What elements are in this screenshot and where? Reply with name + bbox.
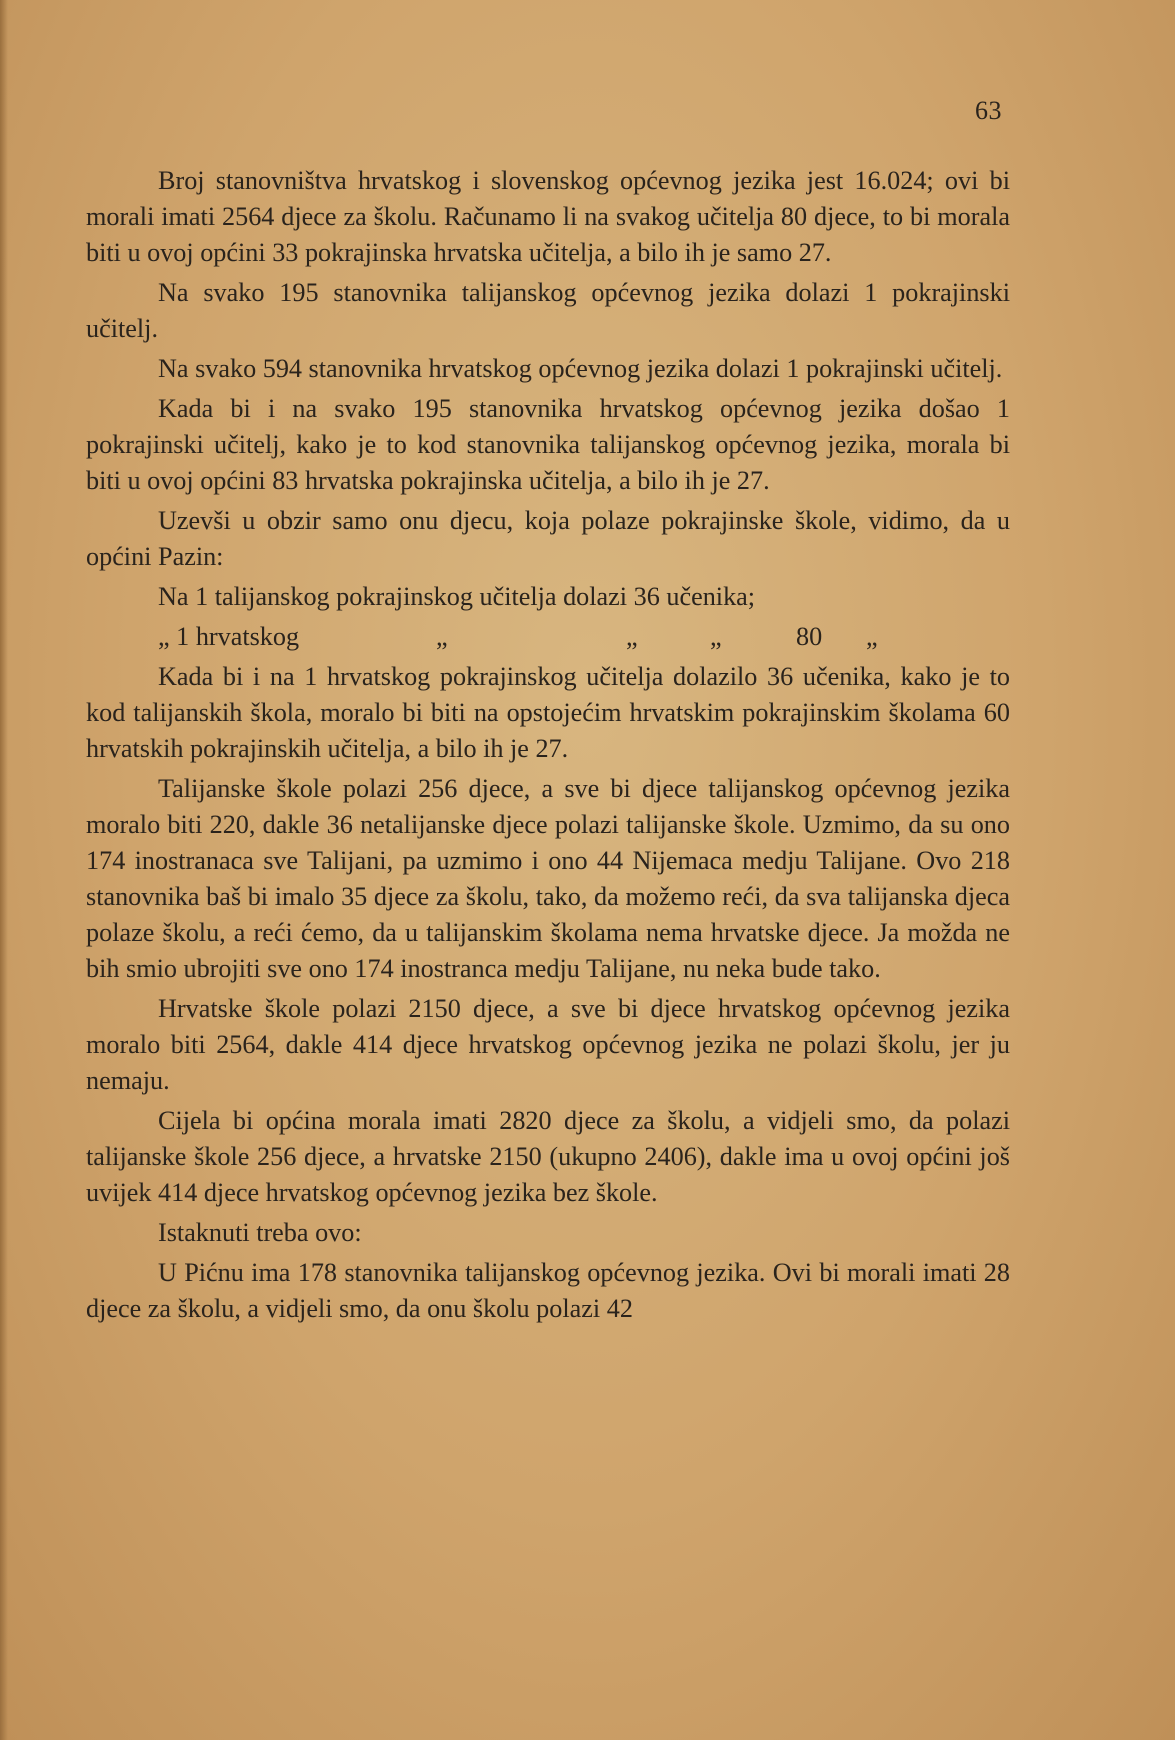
ratio-row-text: Na 1 talijanskog pokrajinskog učitelja dolazi 36 učenika; xyxy=(158,582,756,611)
paragraph: Talijanske škole polazi 256 djece, a sve bi djece talijanskog općevnog jezika moralo biti 220, dakle 36 netalijanske djece polazi talijanske škole. Uzmimo, da su ono 174 inostranaca sve Talijani, pa uzmimo i ono 44 Nijemaca medju Talijane. Ovo 218 stanovnika baš bi imalo 35 djece za školu, tako, da možemo reći, da sva talijanska djeca polaze školu, a reći ćemo, da u talijanskim školama nema hrvatske djece. Ja možda ne bih smio ubrojiti sve ono 174 inostranca medju Talijane, nu neka bude tako. xyxy=(86,774,1010,983)
paragraph: Broj stanovništva hrvatskog i slovenskog općevnog jezika jest 16.024; ovi bi morali imati 2564 djece za školu. Računamo li na svakog učitelja 80 djece, to bi morala biti u ovoj općini 33 pokrajinska hrvatska učitelja, a bilo ih je samo 27. xyxy=(86,166,1010,267)
paragraph: Hrvatske škole polazi 2150 djece, a sve bi djece hrvatskog općevnog jezika moralo biti 2564, dakle 414 djece hrvatskog općevnog jezika ne polazi školu, jer ju nemaju. xyxy=(86,994,1010,1095)
ratio-row-label: 1 hrvatskog xyxy=(176,622,300,651)
page-number: 63 xyxy=(975,96,1002,125)
ratio-row-count xyxy=(158,619,436,655)
paragraph: Kada bi i na svako 195 stanovnika hrvatskog općevnog jezika došao 1 pokrajinski učitelj, kako je to kod stanovnika talijanskog općevnog jezika, morala bi biti u ovoj općini 83 hrvatska pokrajinska učitelja, a bilo ih je 27. xyxy=(86,394,1010,495)
ditto-mark: „ xyxy=(710,622,722,651)
paragraph: Kada bi i na 1 hrvatskog pokrajinskog učitelja dolazilo 36 učenika, kako je to kod talijanskih škola, moralo bi biti na opstojećim hrvatskim pokrajinskim školama 60 hrvatskih pokrajinskih učitelja, a bilo ih je 27. xyxy=(86,662,1010,763)
paragraph: U Pićnu ima 178 stanovnika talijanskog općevnog jezika. Ovi bi morali imati 28 djece za školu, a vidjeli smo, da onu školu polazi 42 xyxy=(86,1258,1010,1323)
ditto-mark: „ xyxy=(436,622,448,651)
paragraph: Na svako 594 stanovnika hrvatskog općevnog jezika dolazi 1 pokrajinski učitelj. xyxy=(158,354,1003,383)
ditto-mark: „ xyxy=(158,622,170,651)
ditto-mark: „ xyxy=(626,622,638,651)
paragraph: Cijela bi općina morala imati 2820 djece za školu, a vidjeli smo, da polazi talijanske škole 256 djece, a hrvatske 2150 (ukupno 2406), dakle ima u ovoj općini još uvijek 414 djece hrvatskog općevnog jezika bez škole. xyxy=(86,1106,1010,1207)
ditto-mark: „ xyxy=(866,622,878,651)
page-left-edge-shadow xyxy=(0,0,8,1740)
paragraph: Istaknuti treba ovo: xyxy=(158,1218,362,1247)
paragraph: Na svako 195 stanovnika talijanskog općevnog jezika dolazi 1 pokrajinski učitelj. xyxy=(86,278,1010,343)
ratio-row-italian xyxy=(86,579,1010,615)
body-text xyxy=(86,163,1010,1327)
paragraph: Uzevši u obzir samo onu djecu, koja polaze pokrajinske škole, vidimo, da u općini Pazin: xyxy=(86,506,1010,571)
ratio-row-croatian xyxy=(86,619,1010,655)
ratio-row-value: 80 xyxy=(796,622,823,651)
